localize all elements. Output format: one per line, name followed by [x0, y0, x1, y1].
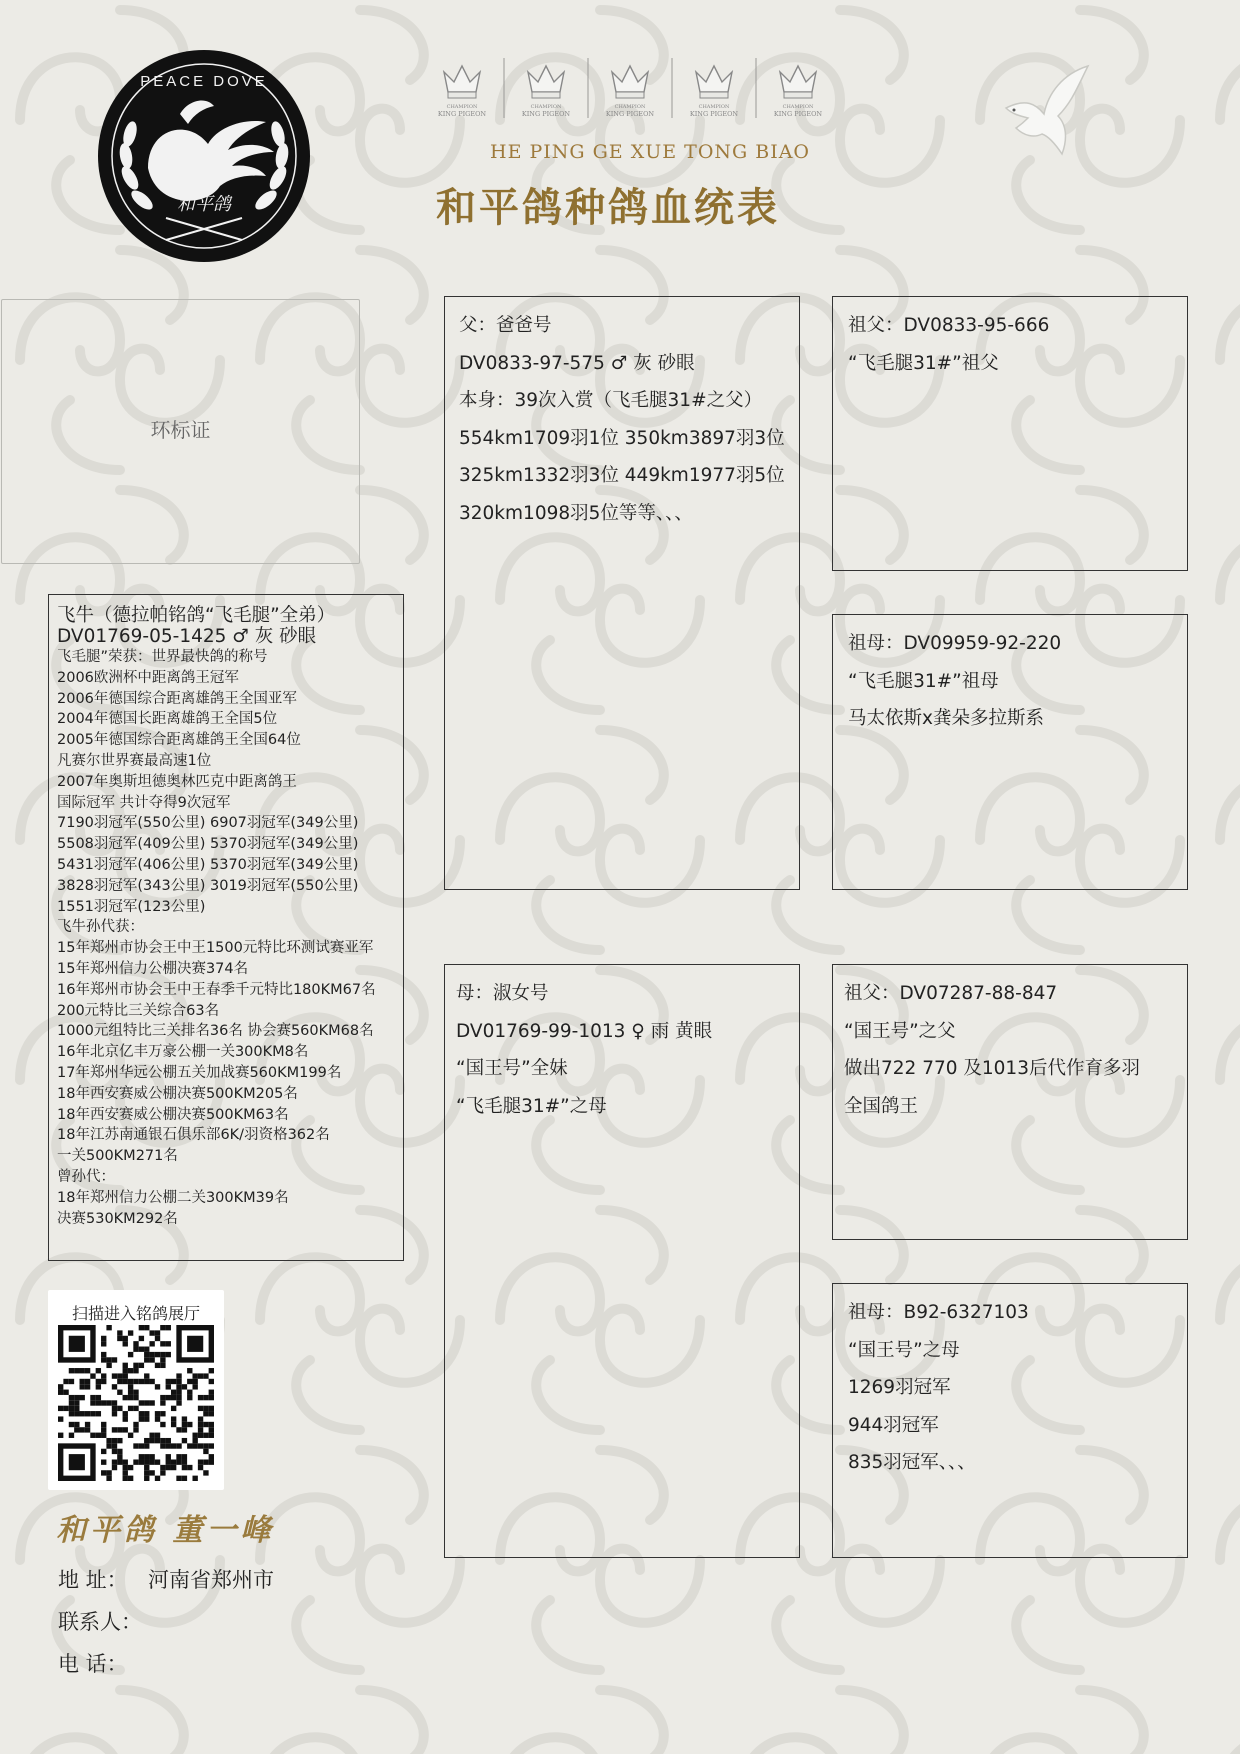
bird-achievement-line: 5508羽冠军(409公里) 5370羽冠军(349公里)	[57, 836, 359, 853]
father-line: 325km1332羽3位 449km1977羽5位	[459, 465, 785, 486]
bird-achievement-line: 17年郑州华远公棚五关加战赛560KM199名	[57, 1064, 342, 1081]
paternal-grandmother-line: 祖母：DV09959-92-220	[848, 633, 1062, 654]
contact-person-label: 联系人：	[58, 1610, 142, 1634]
mother-line: “飞毛腿31#”之母	[456, 1095, 607, 1117]
bird-achievement-line: 2007年奥斯坦德奥林匹克中距离鸽王	[57, 773, 297, 790]
crown-caption-bottom: KING PIGEON	[437, 110, 487, 118]
bird-achievement-line: 18年郑州信力公棚二关300KM39名	[57, 1189, 289, 1206]
bird-achievement-line: 15年郑州市协会王中王1500元特比环测试赛亚军	[57, 940, 374, 957]
address-label: 地 址：	[58, 1568, 128, 1592]
paternal-grandfather-box	[832, 296, 1188, 571]
maternal-grandmother-line: 祖母：B92-6327103	[848, 1302, 1029, 1323]
paternal-grandmother-line: 马太依斯x龚朵多拉斯系	[848, 708, 1044, 729]
father-line: 554km1709羽1位 350km3897羽3位	[459, 427, 785, 449]
ring-certificate-label: 环标证	[150, 418, 211, 442]
crown-caption-bottom: KING PIGEON	[521, 110, 571, 118]
maternal-grandmother-box	[832, 1283, 1188, 1558]
page-title: 和平鸽种鸽血统表	[436, 184, 780, 231]
father-line: 父：爸爸号	[459, 315, 552, 336]
contact-phone	[58, 1648, 148, 1678]
bird-achievement-line: 200元特比三关综合63名	[57, 1002, 220, 1019]
peace-dove-logo	[96, 48, 312, 264]
crown-icon	[522, 66, 571, 118]
bird-achievement-line: 一关500KM271名	[57, 1148, 178, 1165]
maternal-grandmother-line: 1269羽冠军	[848, 1377, 951, 1398]
crown-icon	[438, 66, 487, 118]
bird-achievement-line: 1000元组特比三关排名36名 协会赛560KM68名	[57, 1023, 374, 1040]
logo-text-top: PEACE DOVE	[140, 73, 268, 90]
maternal-grandmother-line: 835羽冠军、、、	[848, 1452, 976, 1473]
bird-achievement-line: 15年郑州信力公棚决赛374名	[57, 960, 249, 977]
bird-achievement-line: 2006年德国综合距离雄鸽王全国亚军	[57, 690, 297, 707]
signature: 和平鸽 董一峰	[56, 1513, 275, 1548]
crown-caption-bottom: KING PIGEON	[689, 110, 739, 118]
bird-achievement-line: 7190羽冠军(550公里) 6907羽冠军(349公里)	[57, 815, 359, 832]
bird-achievement-line: 16年郑州市协会王中王春季千元特比180KM67名	[57, 981, 376, 998]
phone-label: 电 话：	[58, 1652, 128, 1676]
bird-achievement-line: 5431羽冠军(406公里) 5370羽冠军(349公里)	[57, 856, 359, 873]
bird-achievement-line: 凡赛尔世界赛最高速1位	[57, 752, 212, 769]
bird-achievement-line: 决赛530KM292名	[57, 1210, 178, 1227]
title-pinyin: HE PING GE XUE TONG BIAO	[490, 141, 811, 163]
flying-dove-icon	[996, 58, 1096, 164]
maternal-grandmother-line: “国王号”之母	[848, 1339, 960, 1361]
bird-achievement-line: 18年西安赛威公棚决赛500KM205名	[57, 1085, 298, 1102]
bird-achievement-line: 18年西安赛威公棚决赛500KM63名	[57, 1106, 289, 1123]
crown-caption-top: CHAMPION	[530, 104, 562, 110]
crown-icon	[774, 66, 823, 118]
crown-caption-top: CHAMPION	[614, 104, 646, 110]
bird-achievement-line: 2006欧洲杯中距离鸽王冠军	[57, 669, 239, 686]
bird-info-box	[48, 594, 404, 1261]
bird-achievement-line: 16年北京亿丰万豪公棚一关300KM8名	[57, 1044, 309, 1061]
bird-achievement-line: 曾孙代：	[57, 1168, 115, 1185]
crown-caption-top: CHAMPION	[698, 104, 730, 110]
logo-text-bottom: 和平鸽	[177, 194, 231, 215]
crown-row	[428, 52, 838, 122]
mother-line: “国王号”全妹	[456, 1058, 568, 1079]
maternal-grandfather-line: 做出722 770 及1013后代作育多羽	[844, 1058, 1140, 1079]
bird-achievement-line: 2005年德国综合距离雄鸽王全国64位	[57, 732, 301, 749]
qr-caption: 扫描进入铭鸽展厅	[71, 1304, 200, 1323]
father-line: 本身：39次入赏（飞毛腿31#之父）	[459, 390, 763, 411]
qr-card[interactable]	[48, 1290, 224, 1490]
bird-achievement-line: 1551羽冠军(123公里)	[57, 898, 206, 915]
bird-achievement-line: 18年江苏南通银石俱乐部6K/羽资格362名	[57, 1127, 330, 1144]
crown-icon	[690, 66, 739, 118]
bird-ring-number: DV01769-05-1425 ♂ 灰 砂眼	[57, 626, 317, 647]
contact-person	[58, 1606, 148, 1636]
father-line: DV0833-97-575 ♂ 灰 砂眼	[459, 352, 695, 374]
paternal-grandfather-line: 祖父：DV0833-95-666	[848, 315, 1050, 336]
crown-icon	[606, 66, 655, 118]
bird-achievement-line: 飞牛孙代获：	[57, 919, 144, 936]
crown-caption-top: CHAMPION	[446, 104, 478, 110]
bird-achievement-line: 3828羽冠军(343公里) 3019羽冠军(550公里)	[57, 877, 359, 894]
mother-line: DV01769-99-1013 ♀ 雨 黄眼	[456, 1020, 713, 1042]
crown-caption-bottom: KING PIGEON	[773, 110, 823, 118]
bird-achievement-line: 2004年德国长距离雄鸽王全国5位	[57, 711, 278, 728]
maternal-grandfather-box	[832, 964, 1188, 1240]
ring-certificate-box	[1, 299, 360, 564]
paternal-grandfather-line: “飞毛腿31#”祖父	[848, 352, 999, 374]
crown-caption-top: CHAMPION	[782, 104, 814, 110]
father-box	[444, 296, 800, 890]
maternal-grandfather-line: 全国鸽王	[844, 1095, 919, 1117]
bird-achievement-line: 飞毛腿”荣获：世界最快鸽的称号	[57, 649, 268, 665]
address-value: 河南省郑州市	[148, 1568, 274, 1592]
contact-address	[58, 1564, 274, 1594]
paternal-grandmother-box	[832, 614, 1188, 890]
mother-line: 母：淑女号	[456, 983, 549, 1004]
crown-caption-bottom: KING PIGEON	[605, 110, 655, 118]
father-line: 320km1098羽5位等等、、、	[459, 502, 693, 524]
bird-name: 飞牛（德拉帕铭鸽“飞毛腿”全弟）	[57, 605, 336, 626]
maternal-grandfather-line: “国王号”之父	[844, 1020, 956, 1042]
mother-box	[444, 964, 800, 1558]
maternal-grandfather-line: 祖父：DV07287-88-847	[844, 983, 1058, 1004]
maternal-grandmother-line: 944羽冠军	[848, 1414, 939, 1436]
bird-achievement-line: 国际冠军 共计夺得9次冠军	[57, 794, 231, 811]
qr-code-icon[interactable]	[58, 1325, 214, 1481]
paternal-grandmother-line: “飞毛腿31#”祖母	[848, 670, 999, 692]
